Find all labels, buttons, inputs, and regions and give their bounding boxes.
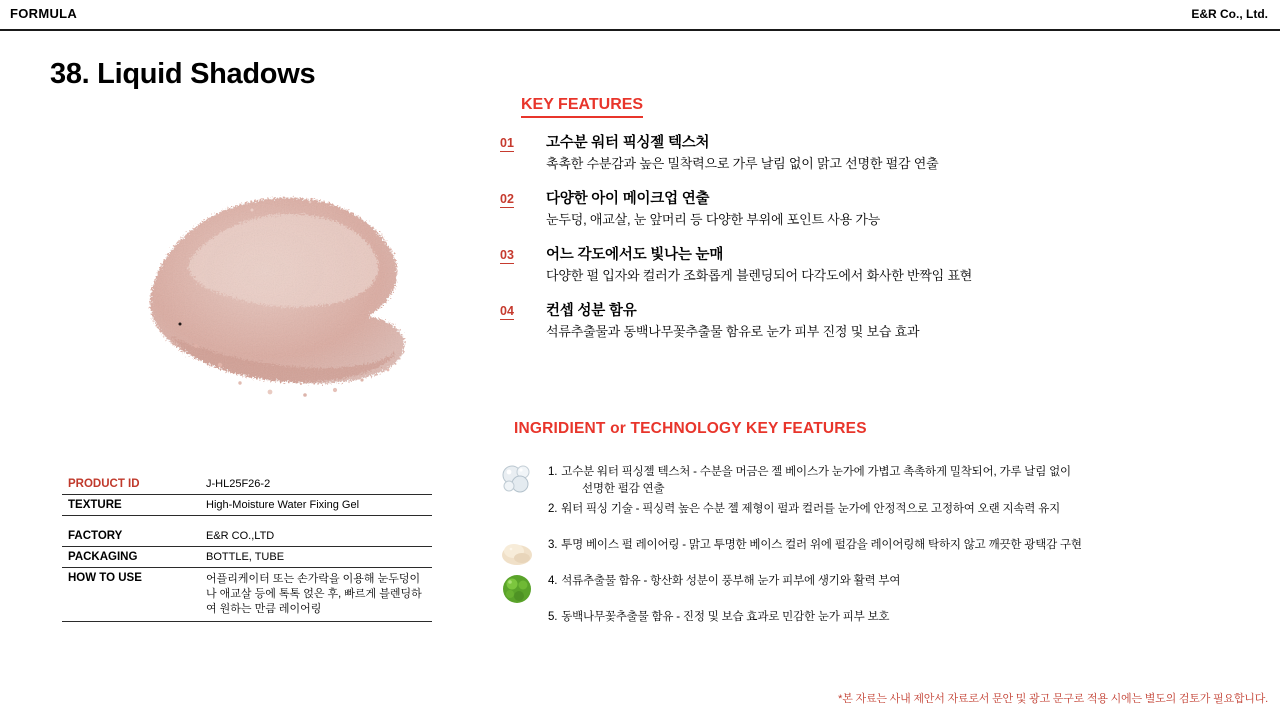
- table-value-product-id: J-HL25F26-2: [190, 474, 432, 495]
- ingredient-index: 1.: [548, 466, 558, 478]
- ingredient-list: [500, 462, 1270, 643]
- header-divider: [0, 29, 1280, 31]
- table-key-texture: TEXTURE: [62, 495, 190, 516]
- ingredient-text: [548, 607, 1270, 626]
- key-feature-description: 눈두덩, 애교살, 눈 앞머리 등 다양한 부위에 포인트 사용 가능: [546, 211, 881, 227]
- ingredient-body-line2: 선명한 펄감 연출: [582, 482, 665, 495]
- list-item: [500, 462, 1270, 497]
- list-item: [500, 499, 1270, 533]
- key-feature-title: 어느 각도에서도 빛나는 눈매: [546, 247, 724, 264]
- ingredient-technology-heading: INGRIDIENT or TECHNOLOGY KEY FEATURES: [514, 420, 867, 437]
- table-row: [62, 526, 432, 547]
- ingredient-index: 5.: [548, 611, 558, 624]
- ingredient-text: [548, 499, 1270, 518]
- ingredient-body: 워터 픽싱 기술 - 픽싱력 높은 수분 젤 제형이 펄과 컬러를 눈가에 안정적으로 고정하여 오랜 지속력 유지: [561, 503, 1061, 516]
- header-section-label: FORMULA: [10, 6, 78, 21]
- ingredient-body: 석류추출물 함유 - 항산화 성분이 풍부해 눈가 피부에 생기와 활력 부여: [561, 575, 901, 588]
- ingredient-index: 3.: [548, 539, 558, 552]
- key-feature-title: 고수분 워터 픽싱젤 텍스처: [546, 135, 710, 151]
- footnote: *본 자료는 사내 제안서 자료로서 문안 및 광고 문구로 적용 시에는 별도의 검토가 필요합니다.: [838, 693, 1268, 705]
- ingredient-index: 2.: [548, 503, 558, 516]
- key-feature-number: 01: [500, 136, 514, 150]
- table-spacer-row: [62, 516, 432, 527]
- list-item: [500, 190, 1260, 229]
- ingredient-text: [548, 535, 1270, 554]
- table-key-how-to-use: HOW TO USE: [62, 568, 190, 622]
- ingredient-index: 4.: [548, 575, 558, 588]
- table-key-factory: FACTORY: [62, 526, 190, 547]
- key-features-list: [500, 134, 1260, 358]
- list-item: [500, 535, 1270, 569]
- page-title: 38. Liquid Shadows: [50, 58, 316, 90]
- table-value-packaging: BOTTLE, TUBE: [190, 547, 432, 568]
- table-value-factory: E&R CO.,LTD: [190, 526, 432, 547]
- ingredient-text: [548, 462, 1270, 497]
- table-key-product-id: PRODUCT ID: [62, 474, 190, 495]
- table-row: [62, 568, 432, 622]
- header-company-label: E&R Co., Ltd.: [1191, 7, 1268, 21]
- page-header: [0, 0, 1280, 30]
- key-feature-title: 다양한 아이 메이크업 연출: [546, 191, 710, 208]
- key-feature-description: 촉촉한 수분감과 높은 밀착력으로 가루 날림 없이 맑고 선명한 펄감 연출: [546, 155, 939, 171]
- ingredient-body: 고수분 워터 픽싱젤 텍스처 - 수분을 머금은 젤 베이스가 눈가에 가볍고 촉촉하게 밀착되어, 가루 날림 없이: [561, 466, 1071, 478]
- list-item: [500, 571, 1270, 605]
- table-key-packaging: PACKAGING: [62, 547, 190, 568]
- key-feature-number: 02: [500, 192, 514, 207]
- table-value-texture: High-Moisture Water Fixing Gel: [190, 495, 432, 516]
- ingredient-body: 동백나무꽃추출물 함유 - 진정 및 보습 효과로 민감한 눈가 피부 보호: [561, 611, 890, 624]
- ingredient-body: 투명 베이스 펄 레이어링 - 맑고 투명한 베이스 컬러 위에 펄감을 레이어링해 탁하지 않고 깨끗한 광택감 구현: [561, 539, 1082, 552]
- table-row: [62, 474, 432, 495]
- key-feature-description: 석류추출물과 동백나무꽃추출물 함유로 눈가 피부 진정 및 보습 효과: [546, 323, 920, 339]
- key-feature-number: 04: [500, 304, 514, 319]
- key-feature-description: 다양한 펄 입자와 컬러가 조화롭게 블렌딩되어 다각도에서 화사한 반짝임 표현: [546, 267, 973, 283]
- list-item: [500, 607, 1270, 641]
- table-value-how-to-use: 어플리케이터 또는 손가락을 이용해 눈두덩이나 애교살 등에 톡톡 얹은 후, 빠르게 블렌딩하여 원하는 만큼 레이어링: [190, 568, 432, 622]
- product-swatch-image: [100, 140, 440, 430]
- key-feature-number: 03: [500, 248, 514, 263]
- ingredient-text: [548, 571, 1270, 590]
- powder-icon: [500, 535, 534, 569]
- table-row: [62, 547, 432, 568]
- table-row: [62, 495, 432, 516]
- pomegranate-icon: [500, 571, 534, 605]
- key-feature-title: 컨셉 성분 함유: [546, 303, 637, 320]
- bubbles-icon: [500, 462, 534, 496]
- list-item: [500, 134, 1260, 173]
- key-features-heading: KEY FEATURES: [521, 96, 643, 118]
- list-item: [500, 246, 1260, 285]
- product-spec-table: [62, 474, 432, 622]
- list-item: [500, 302, 1260, 341]
